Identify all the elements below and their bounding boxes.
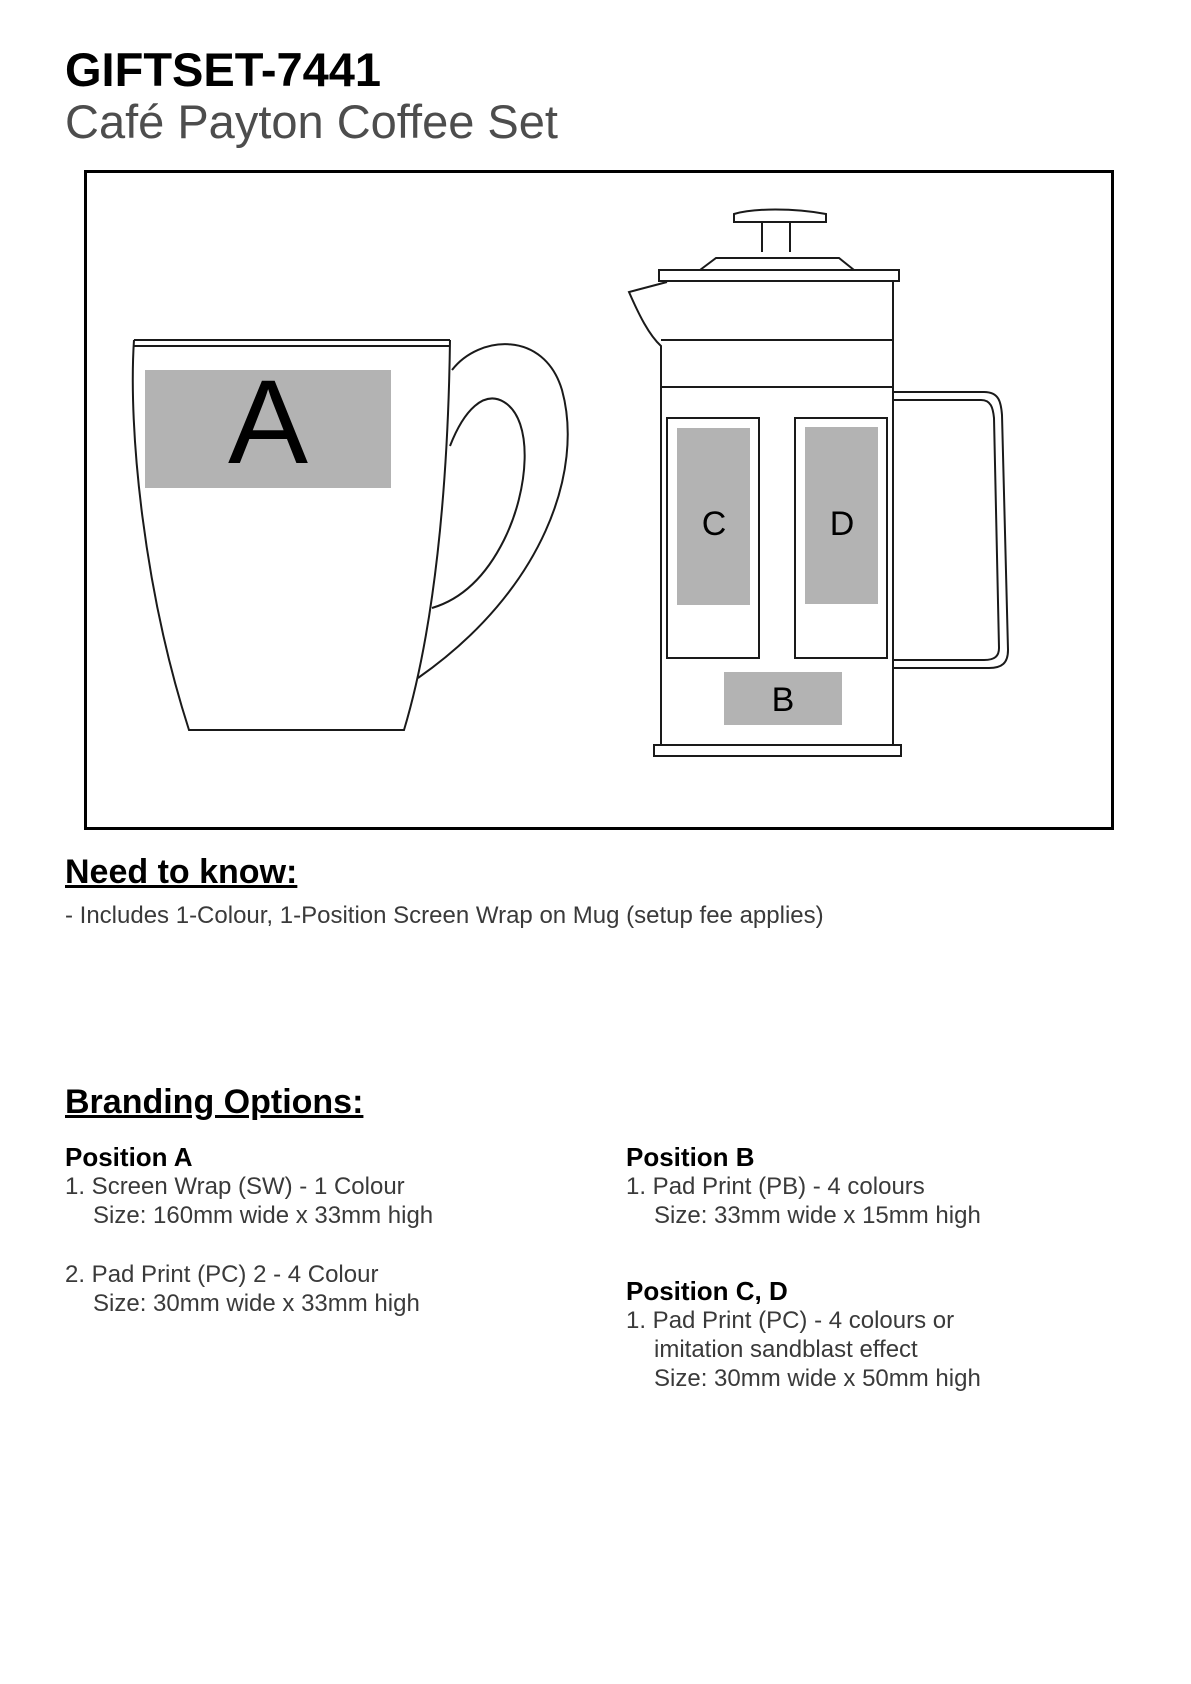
option-line: 1. Pad Print (PB) - 4 colours	[626, 1173, 925, 1200]
position-a-title: Position A	[65, 1142, 193, 1172]
position-a-option-2	[65, 1260, 585, 1318]
press-handle-outer	[893, 392, 1008, 668]
position-b-option-1	[626, 1172, 1146, 1230]
option-size: Size: 30mm wide x 50mm high	[654, 1365, 981, 1392]
position-a-option-1	[65, 1172, 585, 1230]
option-size: Size: 33mm wide x 15mm high	[654, 1202, 981, 1229]
option-size: Size: 30mm wide x 33mm high	[93, 1290, 420, 1317]
need-to-know-item: - Includes 1-Colour, 1-Position Screen Wrap on Mug (setup fee applies)	[65, 902, 824, 929]
branding-options-heading: Branding Options:	[65, 1083, 364, 1121]
zone-a-label: A	[227, 355, 309, 489]
branding-diagram	[84, 170, 1114, 830]
position-b-block	[626, 1142, 1146, 1230]
option-line: 2. Pad Print (PC) 2 - 4 Colour	[65, 1261, 379, 1288]
need-to-know-heading: Need to know:	[65, 853, 298, 891]
option-line-2: imitation sandblast effect	[654, 1336, 918, 1363]
position-b-title: Position B	[626, 1142, 755, 1172]
zone-d-label: D	[829, 505, 855, 543]
press-base	[654, 745, 901, 756]
product-line-drawing	[84, 170, 1114, 830]
option-line: 1. Pad Print (PC) - 4 colours or	[626, 1307, 955, 1334]
mug-handle-inner	[432, 399, 525, 608]
press-knob	[734, 210, 826, 223]
option-line: 1. Screen Wrap (SW) - 1 Colour	[65, 1173, 405, 1200]
press-spout	[629, 282, 667, 387]
zone-b-label: B	[771, 681, 795, 719]
position-cd-block	[626, 1276, 1146, 1393]
mug-handle-outer	[418, 344, 568, 678]
press-lid	[700, 258, 854, 270]
zone-c-label: C	[701, 505, 727, 543]
option-size: Size: 160mm wide x 33mm high	[93, 1202, 434, 1229]
product-title: Café Payton Coffee Set	[65, 95, 558, 148]
product-code: GIFTSET-7441	[65, 43, 382, 96]
position-cd-option-1	[626, 1306, 1146, 1393]
press-handle-inner	[893, 400, 999, 660]
position-a-block	[65, 1142, 585, 1318]
position-cd-title: Position C, D	[626, 1276, 788, 1306]
